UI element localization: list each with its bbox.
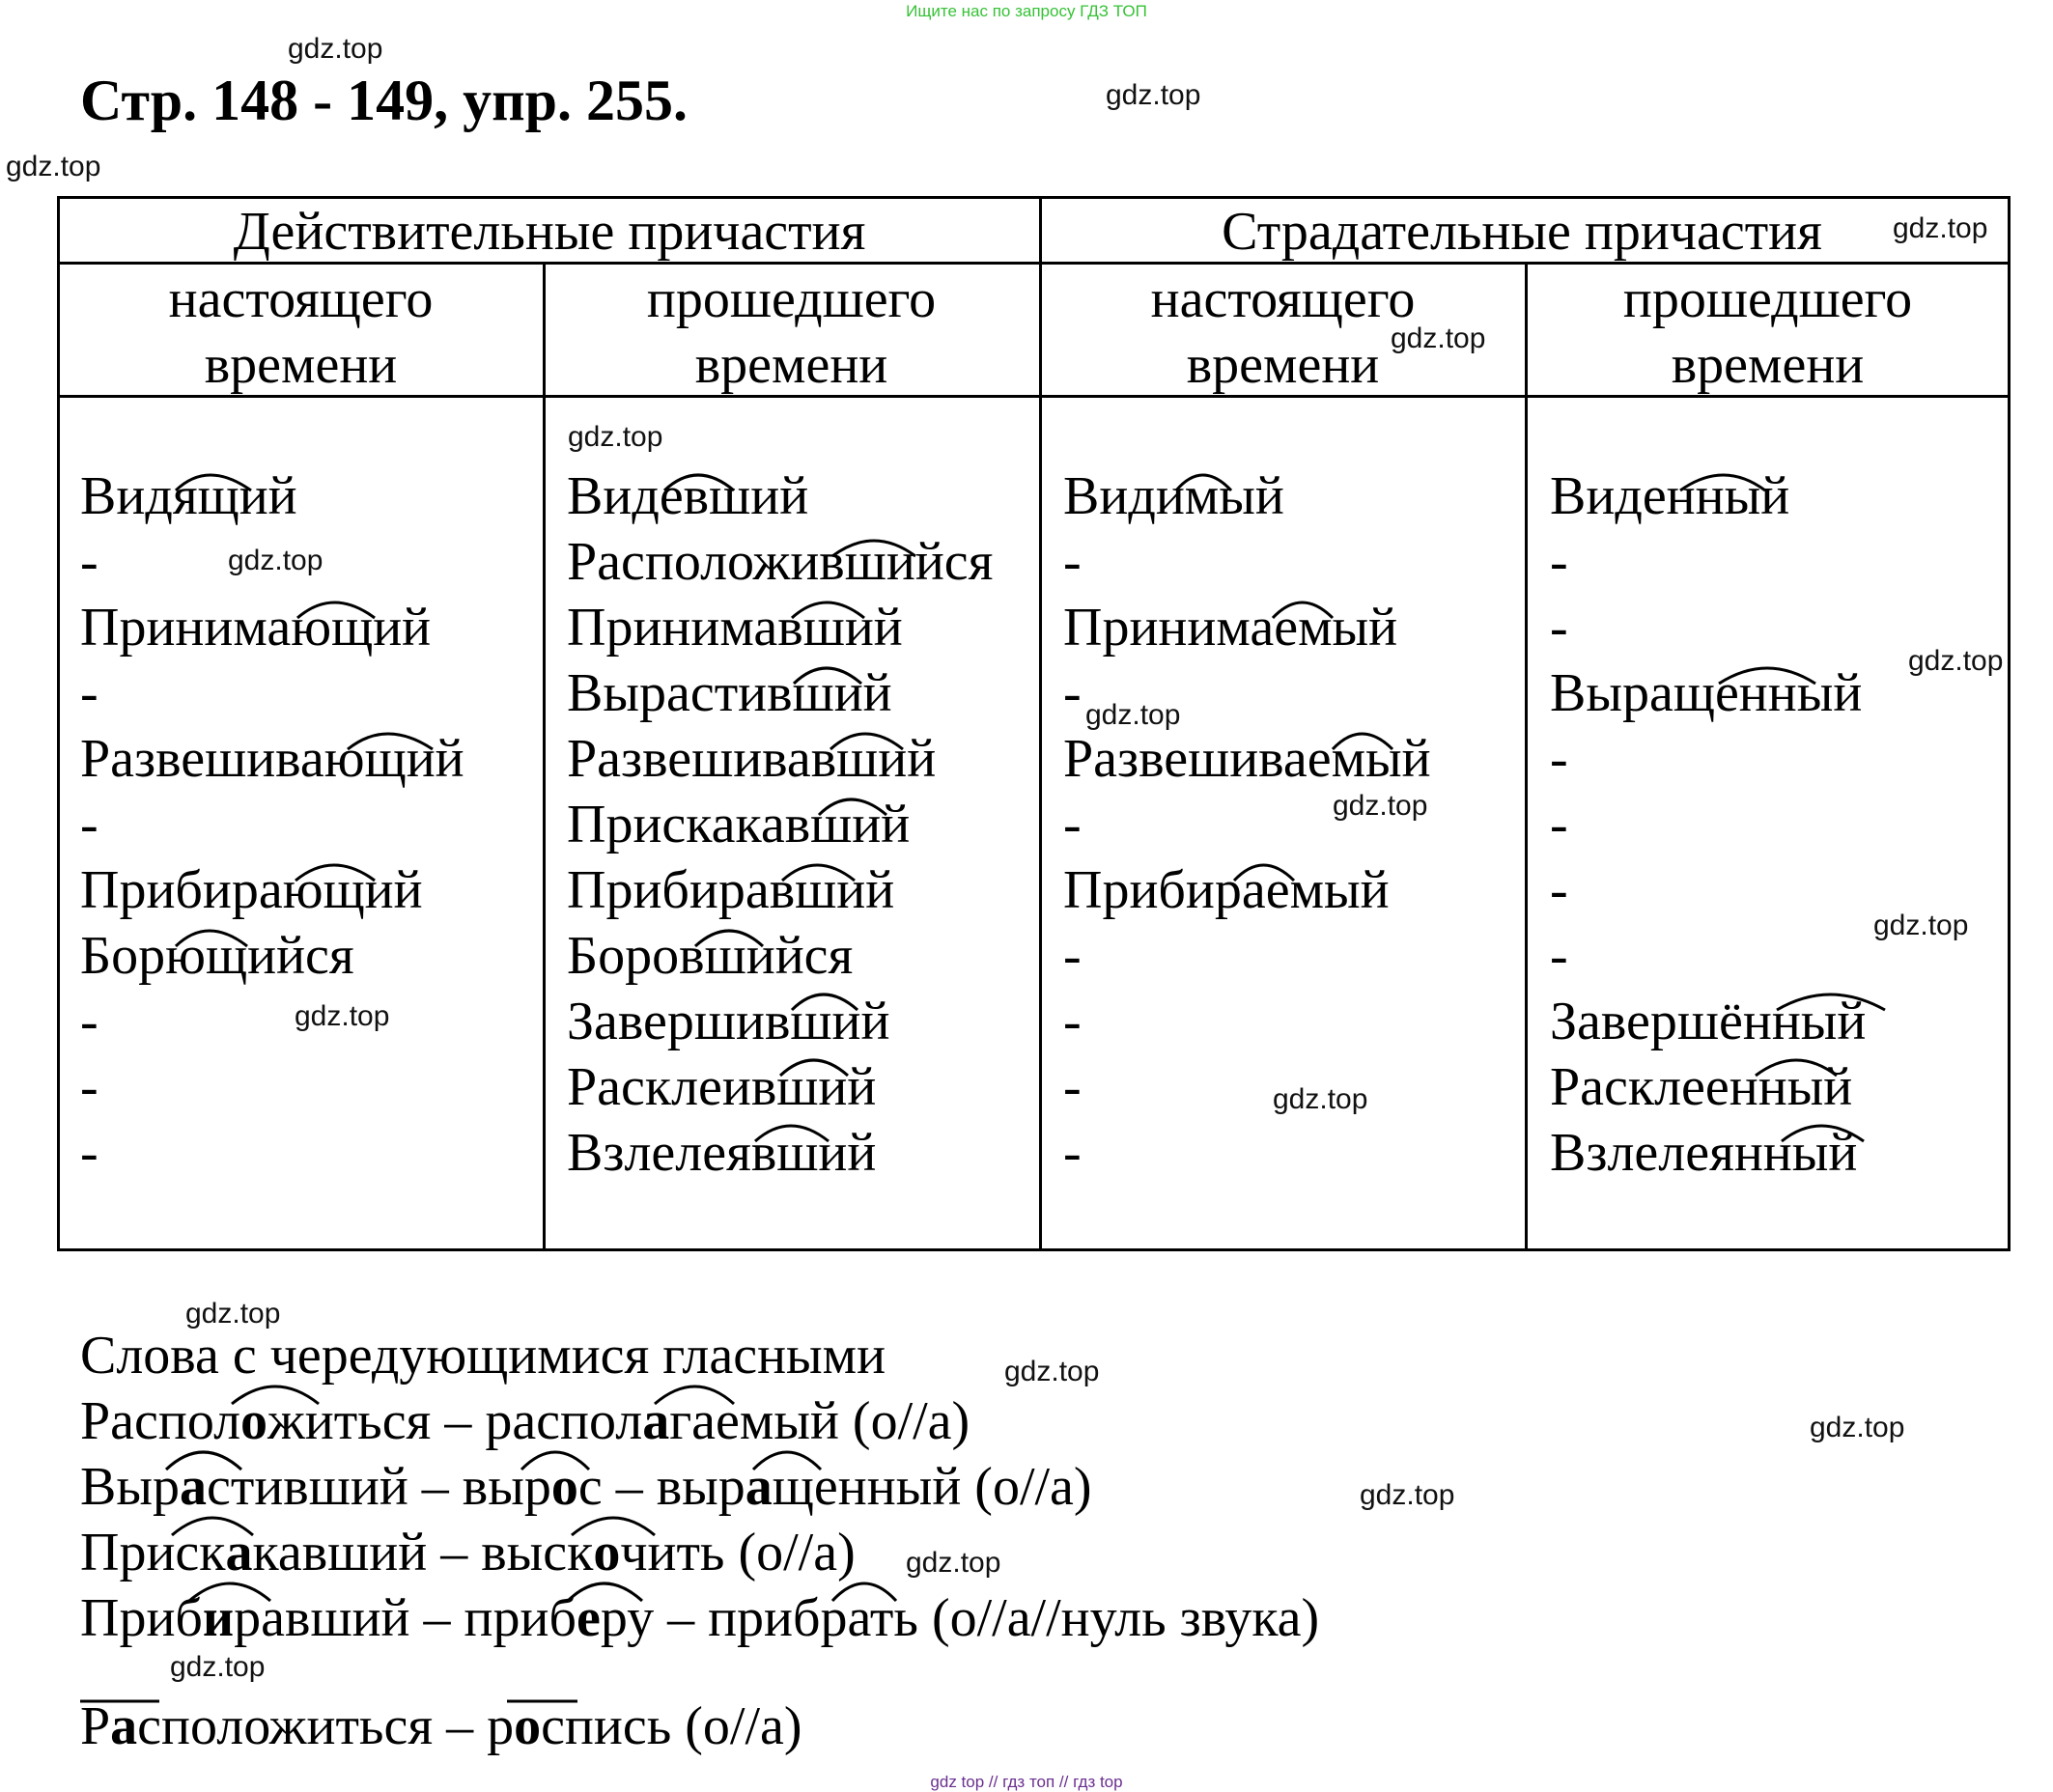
page-title: Стр. 148 - 149, упр. 255. [80,69,689,132]
suffix-arc [1273,602,1333,618]
watermark: gdz.top [1333,790,1428,822]
list-item: - [80,1057,98,1117]
list-item: - [80,992,98,1051]
suffix-arc [792,602,864,618]
list-item: - [1550,729,1568,789]
watermark: gdz.top [1106,79,1201,111]
list-item: Развешивающий [80,729,464,789]
suffix-arc [755,1126,829,1141]
suffix-arc [1176,475,1231,490]
suffix-arc [830,734,903,749]
suffix-arc [695,931,763,946]
list-item: - [1550,795,1568,854]
list-item: - [80,1123,98,1183]
watermark: gdz.top [1391,322,1486,354]
list-item: - [1550,860,1568,920]
list-item: - [1063,1057,1082,1117]
watermark: gdz.top [185,1298,281,1330]
watermark: gdz.top [1360,1479,1455,1511]
suffix-arc [1777,994,1885,1010]
watermark: gdz.top [1085,699,1181,731]
subheader-col2-line2: времени [694,335,888,395]
list-item: - [80,795,98,854]
watermark: gdz.top [1908,645,2004,677]
watermark: gdz.top [228,545,323,576]
suffix-arc [295,865,375,881]
suffix-arc [1719,668,1815,684]
suffix-arc [664,475,734,490]
list-item: Вырастивший [567,663,892,723]
list-item: Взлелеявший [567,1123,877,1183]
list-item: Выращенный [1550,663,1863,723]
list-item: - [1550,598,1568,658]
alternation-line: Вырастивший – вырос – выращенный (о//а) [80,1457,1092,1517]
suffix-arc [348,734,433,749]
group-header-active: Действительные причастия [233,202,866,262]
watermark: gdz.top [1893,212,1988,244]
list-item: Завершивший [567,992,890,1051]
list-item: - [80,532,98,592]
list-item: - [1063,663,1082,723]
list-item: Боровшийся [567,926,854,986]
alternation-line: Прискакавший – выскочить (о//а) [80,1523,856,1582]
list-item: Расклеивший [567,1057,877,1117]
suffix-arc [176,931,247,946]
list-item: Прискакавший [567,795,911,854]
list-item: Видящий [80,466,297,526]
list-item: Принимаемый [1063,598,1398,658]
watermark: gdz.top [6,151,101,182]
suffix-arc [1234,865,1294,881]
list-item: Прибирающий [80,860,423,920]
list-item: Прибиравший [567,860,895,920]
list-item: - [1063,992,1082,1051]
list-item: Расклеенный [1550,1057,1853,1117]
list-item: Принимающий [80,598,432,658]
list-item: Развешиваемый [1063,729,1431,789]
list-item: - [1550,532,1568,592]
suffix-arc [1333,734,1392,749]
watermark: gdz.top [1273,1083,1368,1115]
list-item: Видимый [1063,466,1284,526]
suffix-arc [297,602,375,618]
bottom-banner: gdz top // гдз топ // гдз top [930,1773,1123,1791]
suffix-arc [794,668,861,684]
list-item: Видевший [567,466,809,526]
list-item: Виденный [1550,466,1790,526]
alternation-heading: Слова с чередующимися гласными [80,1326,886,1386]
suffix-arc [782,865,855,881]
list-item: - [1550,926,1568,986]
suffix-arc [1782,1126,1864,1141]
watermark: gdz.top [170,1651,266,1683]
alternation-line: Расположиться – роспись (о//а) [80,1696,802,1756]
list-item: - [80,663,98,723]
suffix-arc [819,799,886,815]
suffix-arc [780,1060,848,1076]
watermark: gdz.top [568,421,663,453]
subheader-col4-line2: времени [1671,335,1865,395]
subheader-col2-line1: прошедшего [646,269,937,329]
suffix-arc [832,541,915,556]
list-item: Расположившийся [567,532,994,592]
list-item: - [1063,795,1082,854]
watermark: gdz.top [1873,910,1969,941]
list-item: Развешивавший [567,729,937,789]
alternation-line: Прибиравший – приберу – прибрать (о//а//нуль звука) [80,1588,1320,1648]
subheader-col4-line1: прошедшего [1622,269,1913,329]
suffix-arc [1756,1060,1837,1076]
list-item: Взлелеянный [1550,1123,1858,1183]
list-item: - [1063,532,1082,592]
watermark: gdz.top [1004,1356,1100,1387]
suffix-arc [792,994,858,1010]
watermark: gdz.top [1810,1412,1905,1443]
subheader-col3-line2: времени [1186,335,1380,395]
subheader-col1-line2: времени [204,335,398,395]
subheader-col3-line1: настоящего [1150,269,1416,329]
alternation-section [80,1323,1319,1759]
list-item: Прибираемый [1063,860,1390,920]
group-header-passive: Страдательные причастия [1222,202,1822,262]
list-item: Принимавший [567,598,903,658]
watermark: gdz.top [906,1547,1001,1579]
list-item: - [1063,926,1082,986]
watermark: gdz.top [295,1000,390,1032]
suffix-arc [1680,475,1765,490]
alternation-line: Расположиться – располагаемый (о//а) [80,1391,970,1451]
top-banner: Ищите нас по запросу ГДЗ ТОП [906,2,1147,20]
list-item: Борющийся [80,926,354,986]
watermark: gdz.top [288,33,383,65]
suffix-arc [176,475,251,490]
list-item: Завершённый [1550,992,1867,1051]
list-item: - [1063,1123,1082,1183]
subheader-col1-line1: настоящего [168,269,434,329]
